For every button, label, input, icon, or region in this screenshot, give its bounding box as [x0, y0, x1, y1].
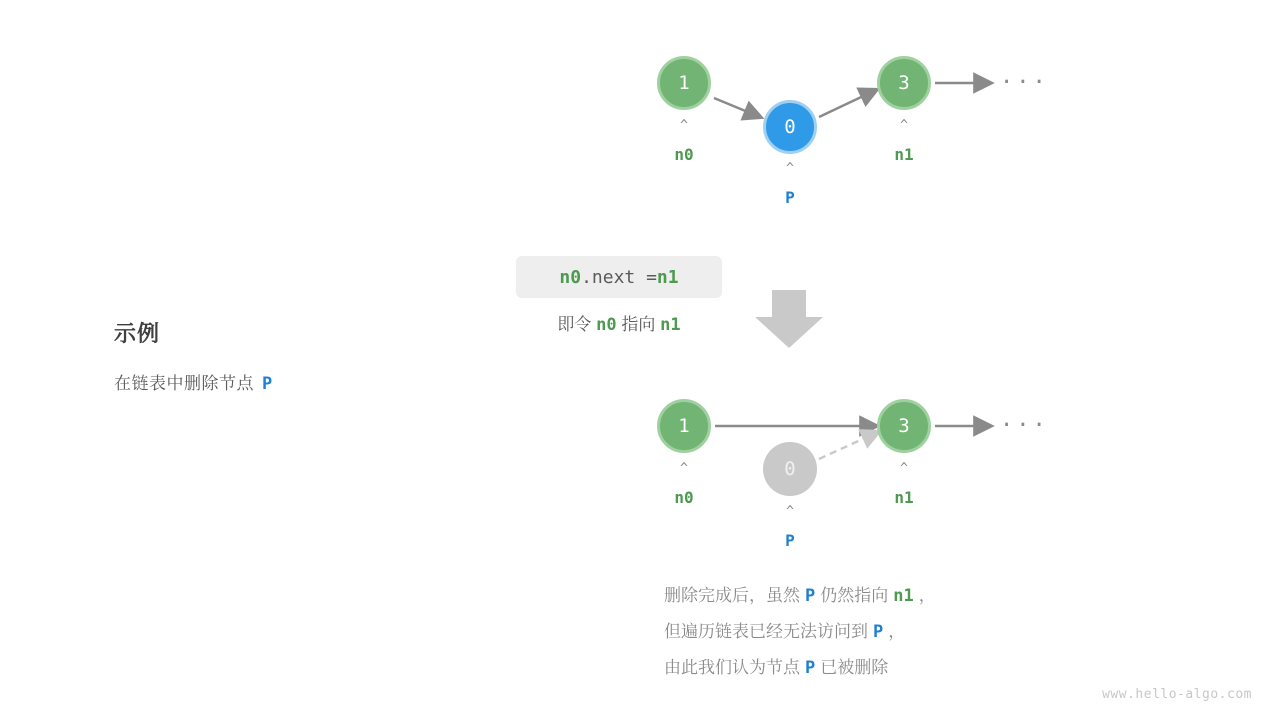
- label-p-bottom: P: [785, 531, 795, 550]
- explanation-l2-a: 但遍历链表已经无法访问到: [664, 622, 868, 641]
- caret-n1-bottom: ^: [900, 461, 908, 476]
- caret-p-top: ^: [786, 161, 794, 176]
- explanation-l1-b: 仍然指向: [820, 586, 889, 605]
- explanation-l1-c: ，: [918, 586, 936, 605]
- label-n1-bottom: n1: [894, 488, 914, 507]
- explanation-line-2: [664, 614, 936, 650]
- node-n0-top: 1: [657, 56, 711, 110]
- explanation-line-1: [664, 578, 936, 614]
- page-subtitle: [114, 369, 273, 394]
- code-desc-a: 即令: [557, 315, 592, 334]
- explanation-l1-a: 删除完成后，虽然: [664, 586, 800, 605]
- node-n1-top: 3: [877, 56, 931, 110]
- node-n0-bottom: 1: [657, 399, 711, 453]
- code-desc-b: 指向: [621, 315, 656, 334]
- page-subtitle-text: 在链表中删除节点: [114, 374, 254, 393]
- explanation-l2-b: ，: [888, 622, 906, 641]
- node-p-bottom: 0: [763, 442, 817, 496]
- page-title: 示例: [114, 321, 161, 346]
- explanation-l1-var-p: P: [805, 586, 816, 606]
- caret-n0-bottom: ^: [680, 461, 688, 476]
- ellipsis-bottom: ···: [1000, 413, 1049, 438]
- explanation-l3-b: 已被删除: [820, 658, 889, 677]
- code-desc-var1: n0: [596, 315, 617, 335]
- label-n1-top: n1: [894, 145, 914, 164]
- step-arrow: [755, 290, 823, 348]
- code-var-n1: n1: [656, 266, 679, 288]
- code-desc-var2: n1: [660, 315, 681, 335]
- caret-n0-top: ^: [680, 118, 688, 133]
- explanation-l3-a: 由此我们认为节点: [664, 658, 800, 677]
- page-subtitle-var: P: [262, 374, 273, 394]
- explanation-l2-var-p: P: [873, 622, 884, 642]
- code-description: [516, 310, 722, 335]
- code-var-n0: n0: [559, 266, 582, 288]
- ellipsis-top: ···: [1000, 70, 1049, 95]
- label-p-top: P: [785, 188, 795, 207]
- label-n0-bottom: n0: [674, 488, 694, 507]
- explanation-line-3: [664, 650, 936, 686]
- code-statement: [516, 256, 722, 298]
- watermark: www.hello-algo.com: [1102, 687, 1252, 702]
- explanation-l1-var-n1: n1: [893, 586, 914, 606]
- caret-n1-top: ^: [900, 118, 908, 133]
- node-p-top: 0: [763, 100, 817, 154]
- explanation-l3-var-p: P: [805, 658, 816, 678]
- code-operator: .next =: [581, 266, 657, 288]
- explanation-text: [664, 578, 936, 686]
- node-n1-bottom: 3: [877, 399, 931, 453]
- label-n0-top: n0: [674, 145, 694, 164]
- caret-p-bottom: ^: [786, 504, 794, 519]
